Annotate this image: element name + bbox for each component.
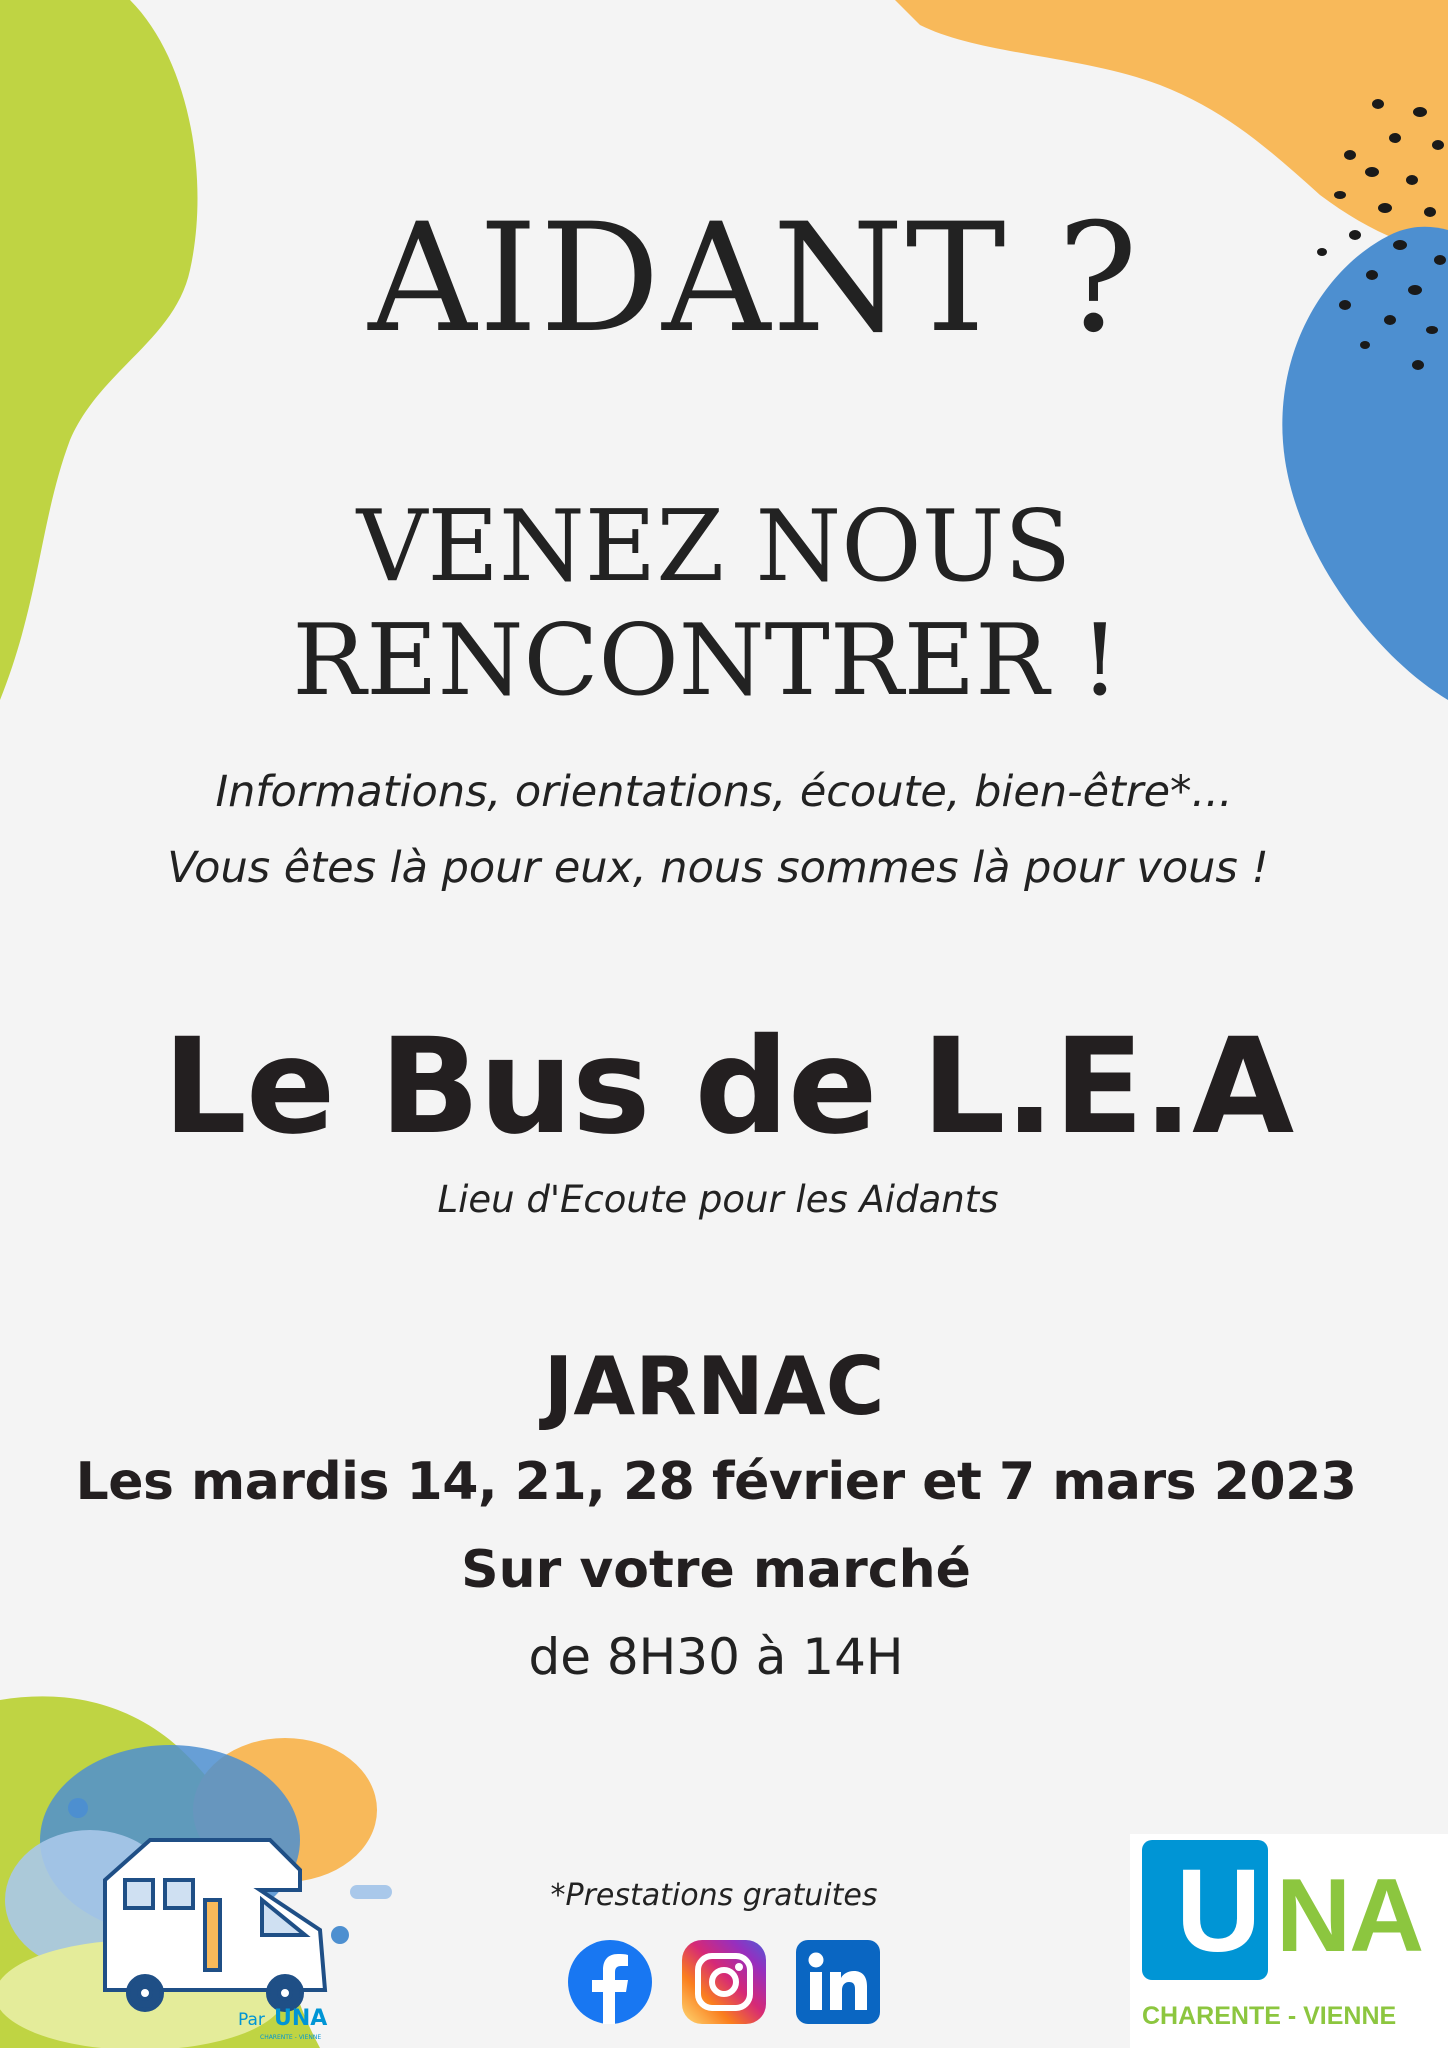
instagram-icon[interactable] xyxy=(682,1940,766,2024)
una-logo-u-box xyxy=(1142,1840,1268,1980)
event-dates: Les mardis 14, 21, 28 février et 7 mars 2023 xyxy=(75,1452,1357,1512)
camper-van-illustration xyxy=(105,1840,325,2010)
intro-line-2: Vous êtes là pour eux, nous sommes là pour vous ! xyxy=(167,843,1269,893)
subheadline-line-2: RENCONTRER ! xyxy=(292,604,1120,718)
footnote: *Prestations gratuites xyxy=(550,1878,878,1913)
una-logo-letters-na: NA xyxy=(1276,1858,1423,1974)
bus-logo-brand: UNA xyxy=(274,2006,328,2031)
una-logo-letter-u: U xyxy=(1176,1845,1262,1977)
linkedin-icon[interactable] xyxy=(796,1940,880,2024)
event-title: Le Bus de L.E.A xyxy=(162,1010,1294,1164)
una-logo-region: CHARENTE - VIENNE xyxy=(1142,2002,1397,2030)
una-logo xyxy=(1130,1834,1448,2048)
bus-logo-region: CHARENTE - VIENNE xyxy=(260,2034,322,2041)
event-hours: de 8H30 à 14H xyxy=(528,1628,904,1686)
headline: AIDANT ? xyxy=(368,192,1140,366)
subheadline-line-1: VENEZ NOUS xyxy=(356,490,1072,604)
event-title-subtitle: Lieu d'Ecoute pour les Aidants xyxy=(437,1178,999,1221)
bus-logo-caption xyxy=(238,2006,358,2046)
event-place: Sur votre marché xyxy=(461,1540,971,1600)
city: JARNAC xyxy=(543,1340,885,1433)
intro-line-1: Informations, orientations, écoute, bien-être*... xyxy=(215,767,1233,817)
par-label: Par xyxy=(238,2010,265,2030)
facebook-icon[interactable] xyxy=(568,1940,652,2024)
